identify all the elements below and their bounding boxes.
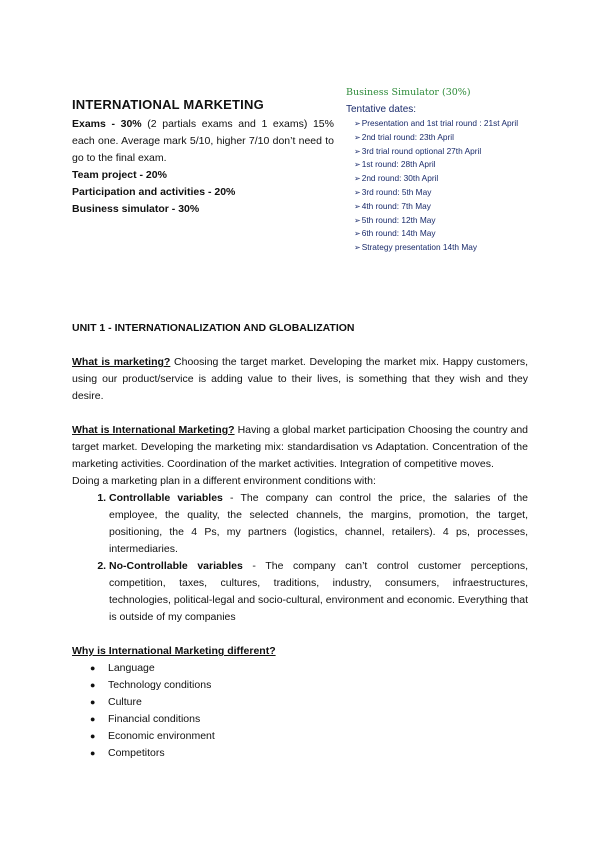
list-item: ● Language (108, 660, 528, 677)
variable-label: Controllable variables (109, 492, 223, 504)
variables-list (72, 490, 528, 626)
simulator-title: Business Simulator (30%) (346, 87, 471, 98)
variable-text: - The company can control the price, the salaries of the employee, the quality, the selected channels, the margins, promotion, the target, positioning, the 4 Ps, my partners (logistics, channel, retailers). 4 ps, processes, intermediaries. (109, 492, 528, 555)
grading-section (72, 116, 334, 218)
marketing-plan-line: Doing a marketing plan in a different environment conditions with: (72, 475, 376, 487)
list-item: ➢ Presentation and 1st trial round : 21st April (354, 117, 566, 131)
what-is-marketing-paragraph (72, 354, 528, 405)
list-item: ● Culture (108, 694, 528, 711)
list-item: ➢ Strategy presentation 14th May (354, 241, 566, 255)
variable-label: No-Controllable variables (109, 560, 243, 572)
unit-heading: UNIT 1 - INTERNATIONALIZATION AND GLOBALIZATION (72, 322, 355, 334)
list-item: ➢ 5th round: 12th May (354, 214, 566, 228)
exams-line (72, 116, 334, 167)
team-project-line: Team project - 20% (72, 169, 167, 181)
list-item: ● Financial conditions (108, 711, 528, 728)
simulator-line: Business simulator - 30% (72, 203, 200, 215)
what-is-intl-answer: Having a global market participation Choosing the country and target market. Developing the marketing mix: standardisation vs Adaptation. Concentration of the marketing activities. Coordination of the market activities. Integration of competitive moves. (72, 424, 528, 470)
unit-body (72, 320, 528, 762)
list-item: ➢ 4th round: 7th May (354, 200, 566, 214)
differences-list (72, 660, 528, 762)
list-item: ➢ 3rd trial round optional 27th April (354, 145, 566, 159)
exams-text: (2 partials exams and 1 exams) 15% each one. Average mark 5/10, higher 7/10 don’t need to go to the final exam. (72, 118, 334, 164)
list-item (109, 558, 528, 626)
list-item: ● Competitors (108, 745, 528, 762)
list-item: ➢ 3rd round: 5th May (354, 186, 566, 200)
what-is-intl-question: What is International Marketing? (72, 424, 235, 436)
list-item (109, 490, 528, 558)
participation-line: Participation and activities - 20% (72, 186, 236, 198)
what-is-intl-paragraph (72, 422, 528, 473)
list-item: ● Technology conditions (108, 677, 528, 694)
exams-label: Exams - 30% (72, 118, 142, 130)
what-is-marketing-question: What is marketing? (72, 356, 171, 368)
simulator-box (346, 86, 566, 255)
list-item: ➢ 6th round: 14th May (354, 227, 566, 241)
document-title: INTERNATIONAL MARKETING (72, 97, 264, 112)
list-item: ● Economic environment (108, 728, 528, 745)
variable-text: - The company can’t control customer perceptions, competition, taxes, cultures, traditions, industry, consumers, infraestructures, technologies, political-legal and socio-cultural, environment and economic. Everything that is outside of my companies (109, 560, 528, 623)
tentative-dates-label: Tentative dates: (346, 104, 417, 115)
simulator-dates-list (346, 117, 566, 255)
why-different-question: Why is International Marketing different? (72, 645, 276, 657)
list-item: ➢ 1st round: 28th April (354, 158, 566, 172)
list-item: ➢ 2nd round: 30th April (354, 172, 566, 186)
list-item: ➢ 2nd trial round: 23th April (354, 131, 566, 145)
what-is-marketing-answer: Choosing the target market. Developing the market mix. Happy customers, using our product/service is adding value to their lives, is something that they wish and they desire. (72, 356, 529, 402)
